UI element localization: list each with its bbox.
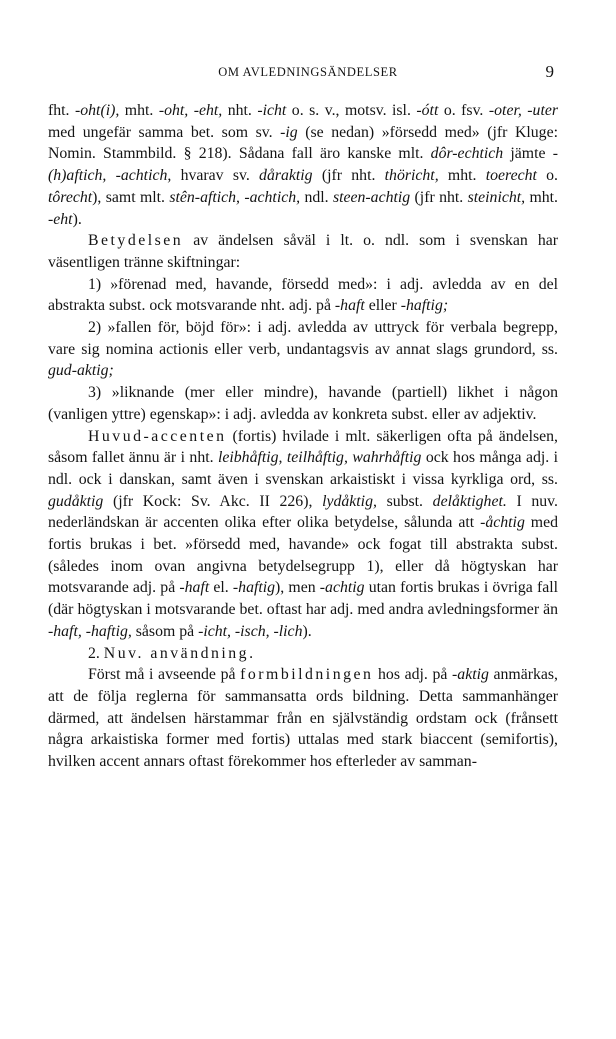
italic-term: -icht <box>257 102 287 119</box>
italic-term: dåraktig <box>259 167 313 185</box>
spaced-term: Nuv. användning. <box>103 644 256 662</box>
text-run: såsom på <box>131 622 199 640</box>
text-run: ). <box>72 210 82 228</box>
text-run: Först må i avseende på <box>88 666 241 684</box>
italic-term: -icht, -isch, -lich <box>198 622 303 640</box>
text-run: I nuv. nederländskan är accenten olika efter olika betydelse, sålunda att <box>48 492 558 532</box>
text-run: o. fsv. <box>438 102 489 119</box>
italic-term: -haftig <box>232 579 276 597</box>
page-number: 9 <box>545 62 554 81</box>
text-run: 1) »förenad med, havande, försedd med»: i adj. avledda av en del abstrakta subst. ock motsvarande nht. adj. på <box>48 275 558 315</box>
text-run: (jfr nht. <box>312 167 385 185</box>
italic-term: stên-aftich, -achtich, <box>169 188 301 206</box>
italic-term: -haft <box>179 579 210 597</box>
text-run: (jfr nht. <box>410 188 468 206</box>
italic-term: -haft, -haftig, <box>48 622 132 640</box>
paragraph <box>48 317 558 382</box>
page-body <box>48 100 558 773</box>
italic-term: -ig <box>280 123 298 141</box>
text-run: utan fortis brukas i övriga fall (där högtyskan i motsvarande bet. oftast har adj. med andra avledningsformer än <box>48 579 558 619</box>
text-run: ). <box>302 622 312 640</box>
text-run: (se nedan) »försedd med» (jfr Kluge: Nomin. Stammbild. § 218). Sådana fall äro kanske mlt. <box>48 123 558 163</box>
running-title: OM AVLEDNINGSÄNDELSER <box>218 65 398 79</box>
text-run: subst. <box>376 492 433 510</box>
italic-term: -ótt <box>416 102 439 119</box>
italic-term: -oht(i), <box>75 102 120 119</box>
italic-term: -oht, -eht, <box>158 102 223 119</box>
italic-term: delåktighet. <box>432 492 507 510</box>
text-run: eller <box>364 297 401 315</box>
text-run: av ändelsen såväl i lt. o. ndl. som i svenskan har väsentligen tränne skiftningar: <box>48 232 558 271</box>
paragraph <box>48 274 558 317</box>
paragraph <box>48 100 558 230</box>
italic-term: -achtig <box>319 579 365 597</box>
text-run: hos adj. på <box>373 666 453 684</box>
text-run: ndl. <box>300 188 333 206</box>
text-run: 2. <box>88 644 104 662</box>
italic-term: -haftig; <box>400 297 449 315</box>
italic-term: thöricht, <box>384 167 439 185</box>
text-run: fht. <box>48 102 75 119</box>
spaced-term: Huvud-accenten <box>88 427 227 445</box>
paragraph <box>48 382 558 425</box>
italic-term: -(h)aftich, -achtich, <box>48 145 558 185</box>
text-run: 2) »fallen för, böjd för»: i adj. avledda av uttryck för verbala begrepp, vare sig nomina actionis eller verb, undantagsvis av annat slags grundord, ss. <box>48 319 558 358</box>
italic-term: -haft <box>334 297 365 315</box>
text-run: jämte <box>503 145 553 163</box>
text-run: ), men <box>275 579 320 597</box>
text-run: ock hos många adj. i ndl. ock i danskan, samt även i svenskan arkaistiskt i vissa kyrkliga ord, ss. <box>48 449 559 488</box>
text-run: mht. <box>438 167 486 185</box>
text-run: (jfr Kock: Sv. Akc. II 226), <box>103 492 323 510</box>
italic-term: dôr-echtich <box>430 145 504 163</box>
italic-term: -aktig <box>452 666 489 684</box>
text-run: hvarav sv. <box>171 167 260 185</box>
italic-term: -eht <box>48 210 73 228</box>
text-run: o. <box>536 167 558 185</box>
text-run: nht. <box>222 102 258 119</box>
spaced-term: Betydelsen <box>88 232 184 250</box>
italic-term: toerecht <box>485 167 537 185</box>
text-run: anmärkas, att de följa reglerna för sammansatta ords bildning. Detta sammanhänger därmed, att ändelsen härstammar från en självständig ordstam ock (frånsett några arkaistiska former med fortis) uttalas med stark biaccent (semifortis), hvilken accent annars oftast förekommer hos efterleder av samman- <box>48 666 558 771</box>
paragraph <box>48 426 558 643</box>
italic-term: lydåktig, <box>322 492 377 510</box>
italic-term: gudåktig <box>48 492 104 510</box>
spaced-term: formbildningen <box>240 666 374 684</box>
italic-term: leibhåftig, teilhåftig, wahrhåftig <box>217 449 422 467</box>
text-run: ), samt mlt. <box>92 188 170 206</box>
paragraph <box>48 664 558 773</box>
italic-term: -oter, -uter <box>488 102 558 119</box>
text-run: med ungefär samma bet. som sv. <box>48 123 281 141</box>
italic-term: tôrecht <box>48 188 93 206</box>
text-run: mht. <box>119 102 159 119</box>
text-run: el. <box>209 579 233 597</box>
text-run: med fortis brukas i bet. »försedd med, havande» ock fogat till abstrakta subst. (således inom ovan angivna betydelsegrupp 1), eller då högtyskan har motsvarande adj. på <box>48 514 558 597</box>
text-run: mht. <box>525 188 558 206</box>
italic-term: gud-aktig; <box>48 362 114 380</box>
page-header <box>48 62 568 84</box>
text-run: (fortis) hvilade i mlt. säkerligen ofta på ändelsen, såsom fallet ännu är i nht. <box>48 427 558 467</box>
text-run: o. s. v., motsv. isl. <box>286 102 417 119</box>
paragraph <box>48 643 558 665</box>
italic-term: -åchtig <box>480 514 525 532</box>
text-run: 3) »liknande (mer eller mindre), havande (partiell) likhet i någon (vanligen yttre) egenskap»: i adj. avledda av konkreta subst. eller av adjektiv. <box>48 384 558 423</box>
paragraph <box>48 230 558 273</box>
italic-term: steen-achtig <box>332 188 411 206</box>
italic-term: steinicht, <box>467 188 526 206</box>
